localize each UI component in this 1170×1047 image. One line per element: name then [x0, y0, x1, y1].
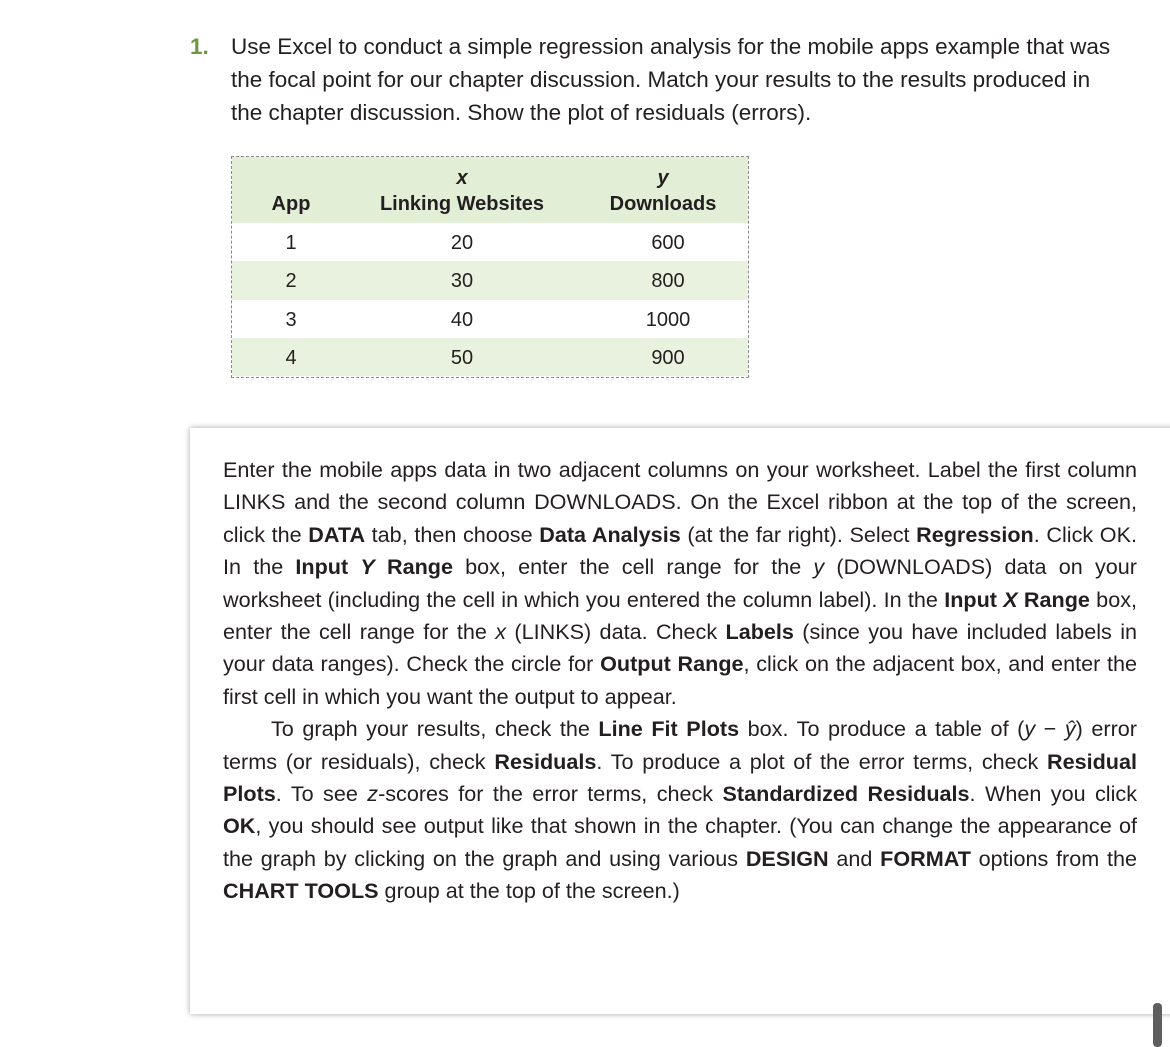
instructions-paragraph-2: [223, 713, 1137, 907]
header-downloads: Downloads: [609, 193, 717, 215]
text-run: To graph your results, check the: [271, 716, 599, 742]
problem-line: the chapter discussion. Show the plot of residuals (errors).: [231, 100, 812, 125]
table-header-row: [232, 157, 748, 223]
text-run: , you should see output like that shown in the chapter. (You can change the appearance of the graph by clicking on the graph and using various: [223, 813, 1137, 871]
bold-term: CHART TOOLS: [223, 878, 379, 904]
cell-links: 20: [450, 232, 474, 254]
bold-term: Range: [374, 554, 453, 580]
bold-italic-variable: Y: [360, 554, 375, 580]
instructions-paragraph-1: [223, 454, 1137, 713]
italic-variable: y: [1024, 716, 1036, 742]
text-run: −: [1035, 716, 1065, 742]
text-run: box, enter the cell range for the: [452, 554, 814, 580]
text-run: group at the top of the screen.): [378, 878, 680, 904]
bold-term: Range: [1017, 586, 1090, 612]
cell-app: 3: [285, 309, 297, 331]
text-run: . Click OK. In the: [223, 521, 1137, 580]
text-run: tab, then choose: [365, 521, 540, 547]
bold-term: FORMAT: [880, 845, 971, 871]
mobile-apps-data-table: [231, 156, 749, 378]
text-run: (DOWNLOADS) data on your worksheet (including the cell in which you entered the column label). In the: [223, 554, 1137, 612]
text-run: , click on the adjacent box, and enter the first cell in which you want the output to appear.: [223, 651, 1138, 709]
text-run: (LINKS) data. Check: [506, 619, 726, 645]
text-run: (since you have included labels in your data ranges). Check the circle for: [223, 619, 1137, 677]
cell-downloads: 800: [651, 270, 685, 292]
table-row: [232, 300, 748, 338]
text-run: ) error terms (or residuals), check: [223, 716, 1137, 774]
cell-downloads: 900: [651, 347, 685, 369]
bold-term: Residuals: [494, 748, 597, 774]
text-run: Enter the mobile apps data in two adjacent columns on your worksheet. Label the first column LINKS and the second column DOWNLOADS. On the Excel ribbon at the top of the screen, click the: [223, 457, 1137, 547]
cell-downloads: 600: [651, 232, 685, 254]
bold-term: Residual Plots: [223, 748, 1138, 807]
italic-variable: y: [813, 554, 825, 580]
text-run: options from the: [970, 845, 1137, 871]
table-row: [232, 338, 748, 376]
text-run: -scores for the error terms, check: [378, 781, 723, 807]
header-app: App: [271, 193, 311, 215]
cell-app: 1: [285, 232, 297, 254]
text-run: and: [828, 845, 881, 871]
excel-instructions-box: [190, 428, 1170, 1014]
problem-line: Use Excel to conduct a simple regression analysis for the mobile apps example that was: [231, 34, 1111, 59]
bold-term: Output Range: [600, 651, 744, 677]
text-run: box. To produce a table of (: [739, 716, 1025, 742]
cell-downloads: 1000: [645, 309, 691, 331]
text-run: . To see: [275, 781, 368, 807]
italic-variable: ŷ: [1064, 716, 1076, 742]
cell-links: 30: [450, 270, 474, 292]
bold-term: OK: [223, 813, 256, 839]
italic-variable: z: [367, 781, 379, 807]
bold-term: Line Fit Plots: [598, 716, 740, 742]
problem-text: [231, 30, 1110, 129]
header-y-variable: y: [657, 167, 669, 189]
bold-term: DESIGN: [745, 845, 829, 871]
bold-term: Input: [944, 586, 1004, 612]
cell-links: 50: [450, 347, 474, 369]
text-run: box, enter the cell range for the: [223, 586, 1137, 645]
bold-term: Input: [295, 554, 361, 580]
bold-term: DATA: [308, 521, 366, 547]
bold-term: Standardized Residuals: [722, 781, 970, 807]
table-row: [232, 223, 748, 261]
header-x-variable: x: [456, 167, 468, 189]
bold-term: Data Analysis: [539, 521, 681, 547]
header-linking-websites: Linking Websites: [379, 193, 545, 215]
bold-italic-variable: X: [1003, 586, 1018, 612]
cell-links: 40: [450, 309, 474, 331]
scrollbar-thumb[interactable]: [1153, 1003, 1162, 1047]
italic-variable: x: [495, 619, 507, 645]
problem-line: the focal point for our chapter discussion. Match your results to the results produced in: [231, 67, 1091, 92]
bold-term: Labels: [725, 619, 794, 645]
problem-number: 1.: [190, 34, 209, 59]
bold-term: Regression: [916, 521, 1034, 547]
text-run: (at the far right). Select: [680, 521, 917, 547]
text-run: . When you click: [969, 781, 1137, 807]
table-row: [232, 261, 748, 300]
cell-app: 2: [285, 270, 297, 292]
text-run: . To produce a plot of the error terms, check: [596, 748, 1047, 774]
instructions-body: [223, 454, 1137, 908]
cell-app: 4: [285, 347, 297, 369]
